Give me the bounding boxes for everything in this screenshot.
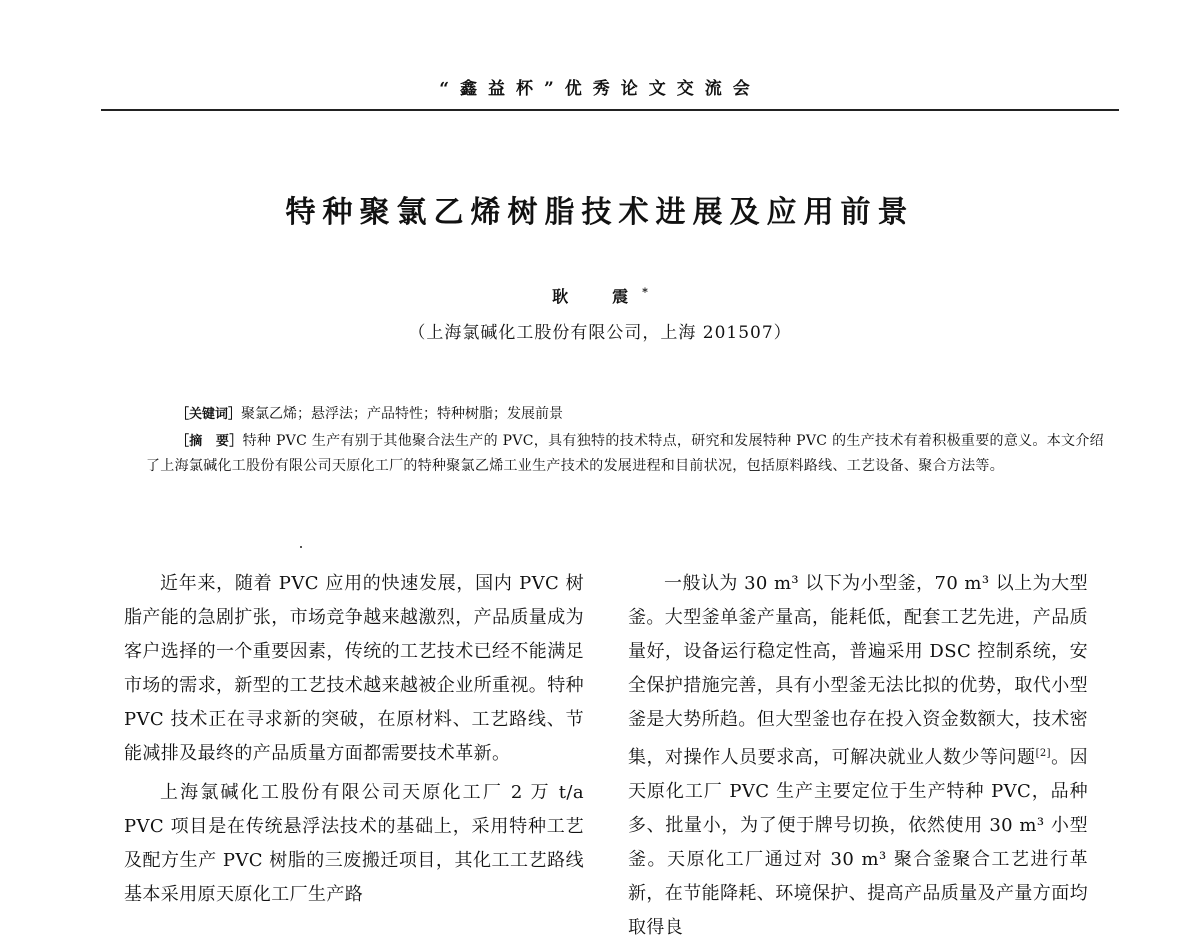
body-paragraph [628, 567, 1088, 945]
keywords-line [176, 401, 1126, 428]
header-rule [101, 109, 1119, 111]
body-column-right [628, 567, 1088, 950]
paragraph-text: 一般认为 30 m³ 以下为小型釜，70 m³ 以上为大型釜。大型釜单釜产量高，能耗低，配套工艺先进，产品质量好，设备运行稳定性高，普遍采用 DSC 控制系统，安全保护措施完善，具有小型釜无法比拟的优势，取代小型釜是大势所趋。但大型釜也存在投入资金数额大，技术密集，对操作人员要求高，可解决就业人数少等问题 [628, 573, 1088, 768]
body-column-left [124, 567, 584, 917]
citation-ref: [2] [1035, 748, 1051, 759]
abstract-text: 特种 PVC 生产有别于其他聚合法生产的 PVC，具有独特的技术特点，研究和发展特种 PVC 的生产技术有着积极重要的意义。本文介绍了上海氯碱化工股份有限公司天原化工厂的特种聚氯乙烯工业生产技术的发展进程和目前状况，包括原料路线、工艺设备、聚合方法等。 [146, 433, 1104, 474]
body-paragraph: 近年来，随着 PVC 应用的快速发展，国内 PVC 树脂产能的急剧扩张，市场竞争越来越激烈，产品质量成为客户选择的一个重要因素，传统的工艺技术已经不能满足市场的需求，新型的工艺技术越来越被企业所重视。特种 PVC 技术正在寻求新的突破，在原材料、工艺路线、节能减排及最终的产品质量方面都需要技术革新。 [124, 573, 584, 764]
keywords-label: ［关键词］ [176, 407, 242, 422]
abstract [146, 429, 1104, 479]
running-head: “鑫益杯”优秀论文交流会 [439, 79, 761, 99]
body-paragraph: 上海氯碱化工股份有限公司天原化工厂 2 万 t/a PVC 项目是在传统悬浮法技术的基础上，采用特种工艺及配方生产 PVC 树脂的三废搬迁项目，其化工工艺路线基本采用原天原化工厂生产路 [124, 782, 584, 905]
author-line [0, 284, 1200, 307]
article-title: 特种聚氯乙烯树脂技术进展及应用前景 [285, 195, 915, 230]
abstract-label: ［摘 要］ [176, 434, 243, 449]
paragraph-text: 。因天原化工厂 PVC 生产主要定位于生产特种 PVC，品种多、批量小，为了便于牌号切换，依然使用 30 m³ 小型釜。天原化工厂通过对 30 m³ 聚合釜聚合工艺进行革新，在节能降耗、环境保护、提高产品质量及产量方面均取得良 [628, 747, 1088, 938]
author-footnote-mark: * [642, 285, 648, 299]
keywords-text: 聚氯乙烯；悬浮法；产品特性；特种树脂；发展前景 [241, 406, 564, 422]
stray-dot [300, 546, 302, 548]
affiliation: （上海氯碱化工股份有限公司，上海 201507） [408, 323, 792, 343]
author-name: 耿 震 [552, 287, 643, 306]
